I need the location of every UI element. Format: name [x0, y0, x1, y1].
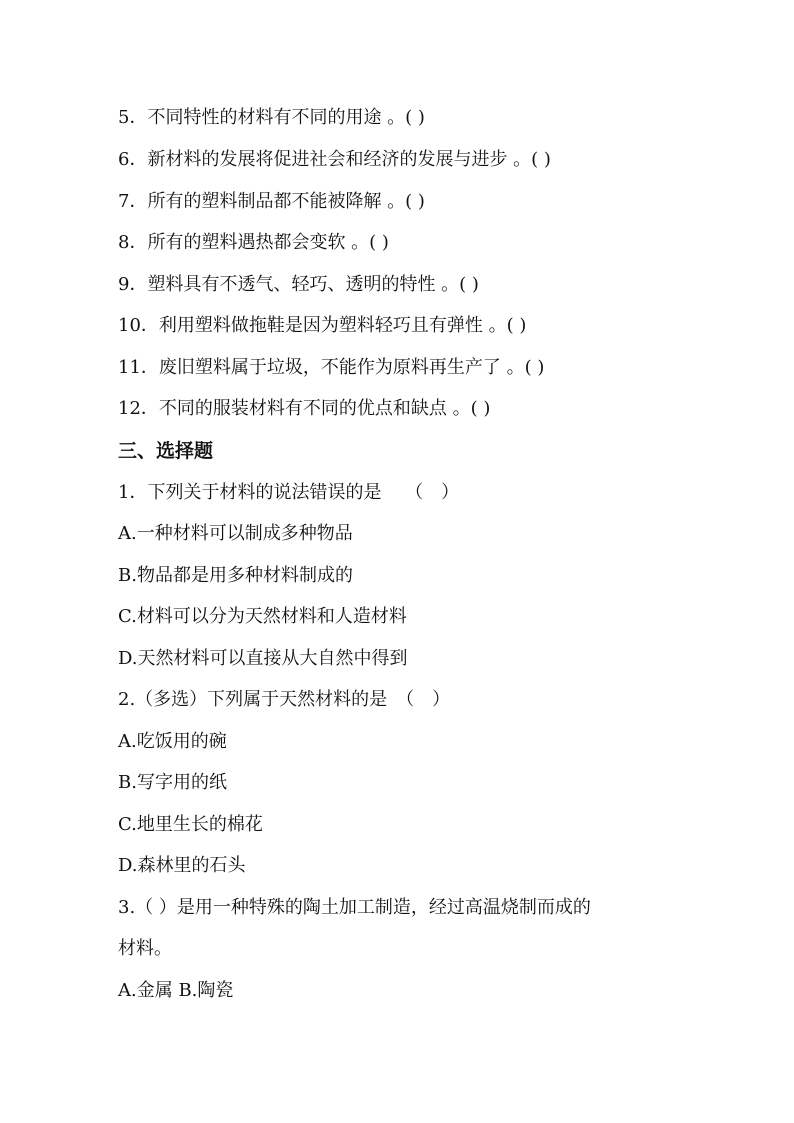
- question-2-option-b: B.写字用的纸: [118, 772, 227, 793]
- question-1-option-d: D.天然材料可以直接从大自然中得到: [118, 648, 408, 669]
- choice-section-heading: 三、选择题: [118, 440, 214, 462]
- question-2-option-a: A.吃饭用的碗: [118, 731, 227, 752]
- judgement-item-5: 5．不同特性的材料有不同的用途 。( ): [118, 107, 425, 128]
- judgement-item-12: 12．不同的服装材料有不同的优点和缺点 。( ): [118, 398, 491, 419]
- judgement-item-11: 11．废旧塑料属于垃圾，不能作为原料再生产了 。( ): [118, 357, 545, 378]
- question-2-option-c: C.地里生长的棉花: [118, 814, 263, 835]
- judgement-item-10: 10．利用塑料做拖鞋是因为塑料轻巧且有弹性 。( ): [118, 315, 527, 336]
- question-2-stem: 2.（多选）下列属于天然材料的是 （ ）: [118, 689, 451, 710]
- question-3-stem-line-1: 3.（ ）是用一种特殊的陶土加工制造，经过高温烧制而成的: [118, 897, 591, 918]
- question-1-option-a: A.一种材料可以制成多种物品: [118, 523, 353, 544]
- judgement-item-9: 9．塑料具有不透气、轻巧、透明的特性 。( ): [118, 274, 479, 295]
- question-3-stem-line-2: 材料。: [118, 938, 172, 959]
- question-1-option-c: C.材料可以分为天然材料和人造材料: [118, 606, 407, 627]
- question-1-stem: 1．下列关于材料的说法错误的是 （ ）: [118, 482, 460, 503]
- judgement-item-7: 7．所有的塑料制品都不能被降解 。( ): [118, 191, 425, 212]
- question-2-option-d: D.森林里的石头: [118, 855, 246, 876]
- question-3-options: A.金属 B.陶瓷: [118, 980, 234, 1001]
- question-1-option-b: B.物品都是用多种材料制成的: [118, 565, 353, 586]
- judgement-item-6: 6．新材料的发展将促进社会和经济的发展与进步 。( ): [118, 149, 551, 170]
- judgement-item-8: 8．所有的塑料遇热都会变软 。( ): [118, 232, 389, 253]
